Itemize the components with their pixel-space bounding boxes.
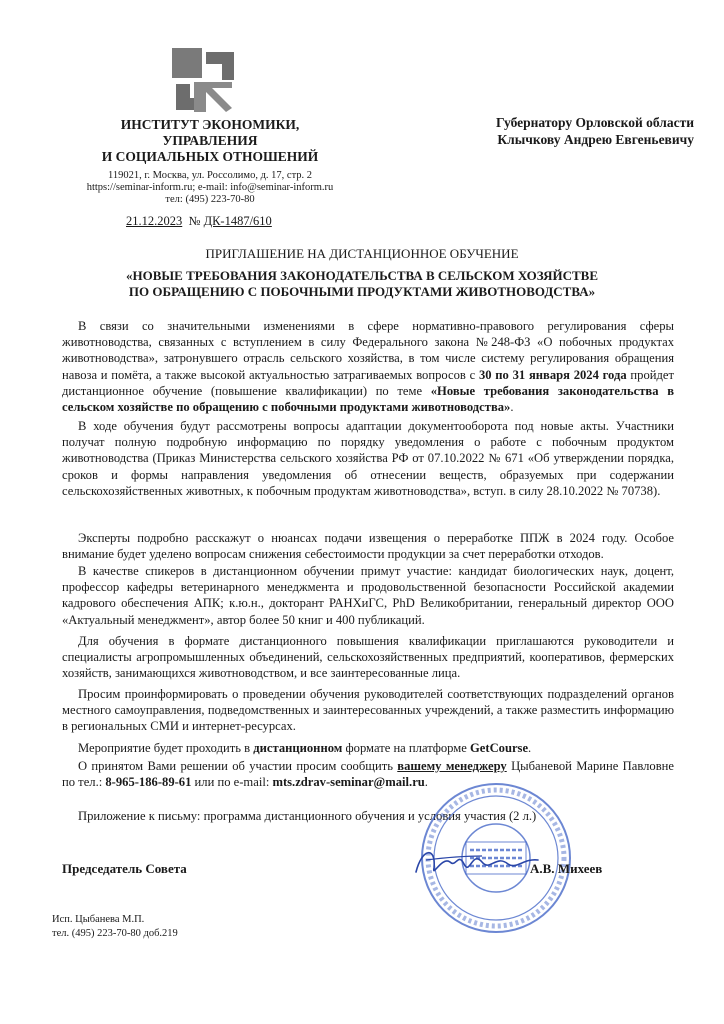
p8-a: О принятом Вами решении об участии просим сообщить <box>78 759 398 773</box>
p8-g: . <box>424 775 428 790</box>
p8-c: Цыбаневой Марине Павловне по тел.: <box>62 759 675 790</box>
title-line1: «НОВЫЕ ТРЕБОВАНИЯ ЗАКОНОДАТЕЛЬСТВА В СЕЛЬСКОМ ХОЗЯЙСТВЕ <box>126 268 598 283</box>
doc-number: ДК-1487/610 <box>203 214 272 228</box>
p1-text: В связи со значительными изменениями в сфере нормативно-правового регулирования сферы животноводства, связанных с вступлением в силу Федерального закона №248-ФЗ «О побочных продуктах животноводства», затронувшего отрасль сельского хозяйства, в том числе систему регулирования обращения навоза и помёта, а также высокой актуальностью затрагиваемых вопросов с <box>62 319 674 382</box>
handwritten-signature <box>412 842 542 882</box>
paragraph-speakers: В качестве спикеров в дистанционном обучении примут участие: кандидат биологических наук, доцент, профессор кафедры ветеринарного менеджмента и продовольственной безопасности Российской академии кадрового обеспечения АПК; к.ю.н., докторант РАНХиГС, PhD Великобритании, генеральный директор ООО «Актуальный менеджмент», автор более 50 книг и 400 публикаций. <box>62 564 674 627</box>
doc-date-number <box>126 214 272 229</box>
doc-date: 21.12.2023 <box>126 214 183 228</box>
p1-mid: пройдет дистанционное обучение (повышение квалификации) по теме <box>62 367 674 398</box>
paragraph-experts: Эксперты подробно расскажут о нюансах подачи извещения о переработке ППЖ в 2024 году. Особое внимание будет уделено вопросам снижения себестоимости продукции за счет переработки отходов. <box>62 531 674 562</box>
p7-e: . <box>528 741 532 755</box>
p7-b: дистанционном <box>253 741 343 755</box>
org-name-line2: УПРАВЛЕНИЯ <box>162 133 258 148</box>
p8-email[interactable]: mts.zdrav-seminar@mail.ru <box>272 775 425 790</box>
paragraph-contact <box>62 758 674 790</box>
signatory-name: А.В. Михеев <box>530 861 603 876</box>
title-line2: ПО ОБРАЩЕНИЮ С ПОБОЧНЫМИ ПРОДУКТАМИ ЖИВОТНОВОДСТВА» <box>128 284 596 299</box>
recipient-line1: Губернатору Орловской области <box>495 115 694 130</box>
org-site-email: https://seminar-inform.ru; e-mail: info@seminar-inform.ru <box>86 182 334 193</box>
org-address: 119021, г. Москва, ул. Россолимо, д. 17, стр. 2 <box>107 170 313 181</box>
paragraph-format <box>62 740 674 756</box>
paragraph-request: Просим проинформировать о проведении обучения руководителей соответствующих подразделений органов местного самоуправления, подведомственных и заинтересованных учреждений, а также разместить информацию в региональных СМИ и интернет-ресурсах. <box>62 687 674 734</box>
paragraph-program: В ходе обучения будут рассмотрены вопросы адаптации документооборота под новые акты. Участники получат полную подробную информацию по порядку уведомления о работе с побочным продуктом животноводства (Приказ Министерства сельского хозяйства РФ от 07.10.2022 № 671 «Об утверждении порядка, сроков и формы направления уведомления об отнесении веществ, образуемых при содержании сельскохозяйственных животных, к побочным продуктам животноводства», вступ. в силу 28.10.2022 № 70738). <box>62 419 674 498</box>
signatory-position: Председатель Совета <box>62 861 187 876</box>
p8-phone: 8-965-186-89-61 <box>105 775 192 790</box>
p7-c: формате на платформе <box>342 741 470 755</box>
paragraph-intro <box>62 318 674 415</box>
doc-heading: ПРИГЛАШЕНИЕ НА ДИСТАНЦИОННОЕ ОБУЧЕНИЕ <box>205 246 519 261</box>
p1-end: . <box>510 400 514 415</box>
executor-name: Исп. Цыбанева М.П. <box>52 914 145 925</box>
org-name-line3: И СОЦИАЛЬНЫХ ОТНОШЕНИЙ <box>101 149 319 164</box>
executor-phone: тел. (495) 223-70-80 доб.219 <box>52 928 178 939</box>
p1-dates: 30 по 31 января 2024 года <box>478 367 627 382</box>
org-name-line1: ИНСТИТУТ ЭКОНОМИКИ, <box>120 117 300 132</box>
paragraph-audience: Для обучения в формате дистанционного повышения квалификации приглашаются руководители и специалисты агропромышленных объединений, сельскохозяйственных предприятий, кооперативов, фермерских хозяйств, занимающихся животноводством, и все заинтересованные лица. <box>62 634 674 681</box>
doc-number-label: № <box>188 214 201 228</box>
attachment-line: Приложение к письму: программа дистанционного обучения и условия участия (2 л.) <box>78 809 537 823</box>
p1-topic: «Новые требования законодательства в сельском хозяйстве по обращению с побочными продуктами животноводства» <box>62 383 675 415</box>
p7-a: Мероприятие будет проходить в <box>78 741 254 755</box>
recipient-line2: Клычкову Андрею Евгеньевичу <box>497 132 694 147</box>
p8-e: или по e-mail: <box>191 775 273 790</box>
institute-logo <box>172 48 236 112</box>
p7-d: GetCourse <box>469 741 529 755</box>
p8-manager: вашему менеджеру <box>397 759 507 773</box>
org-phone: тел: (495) 223-70-80 <box>165 194 255 205</box>
